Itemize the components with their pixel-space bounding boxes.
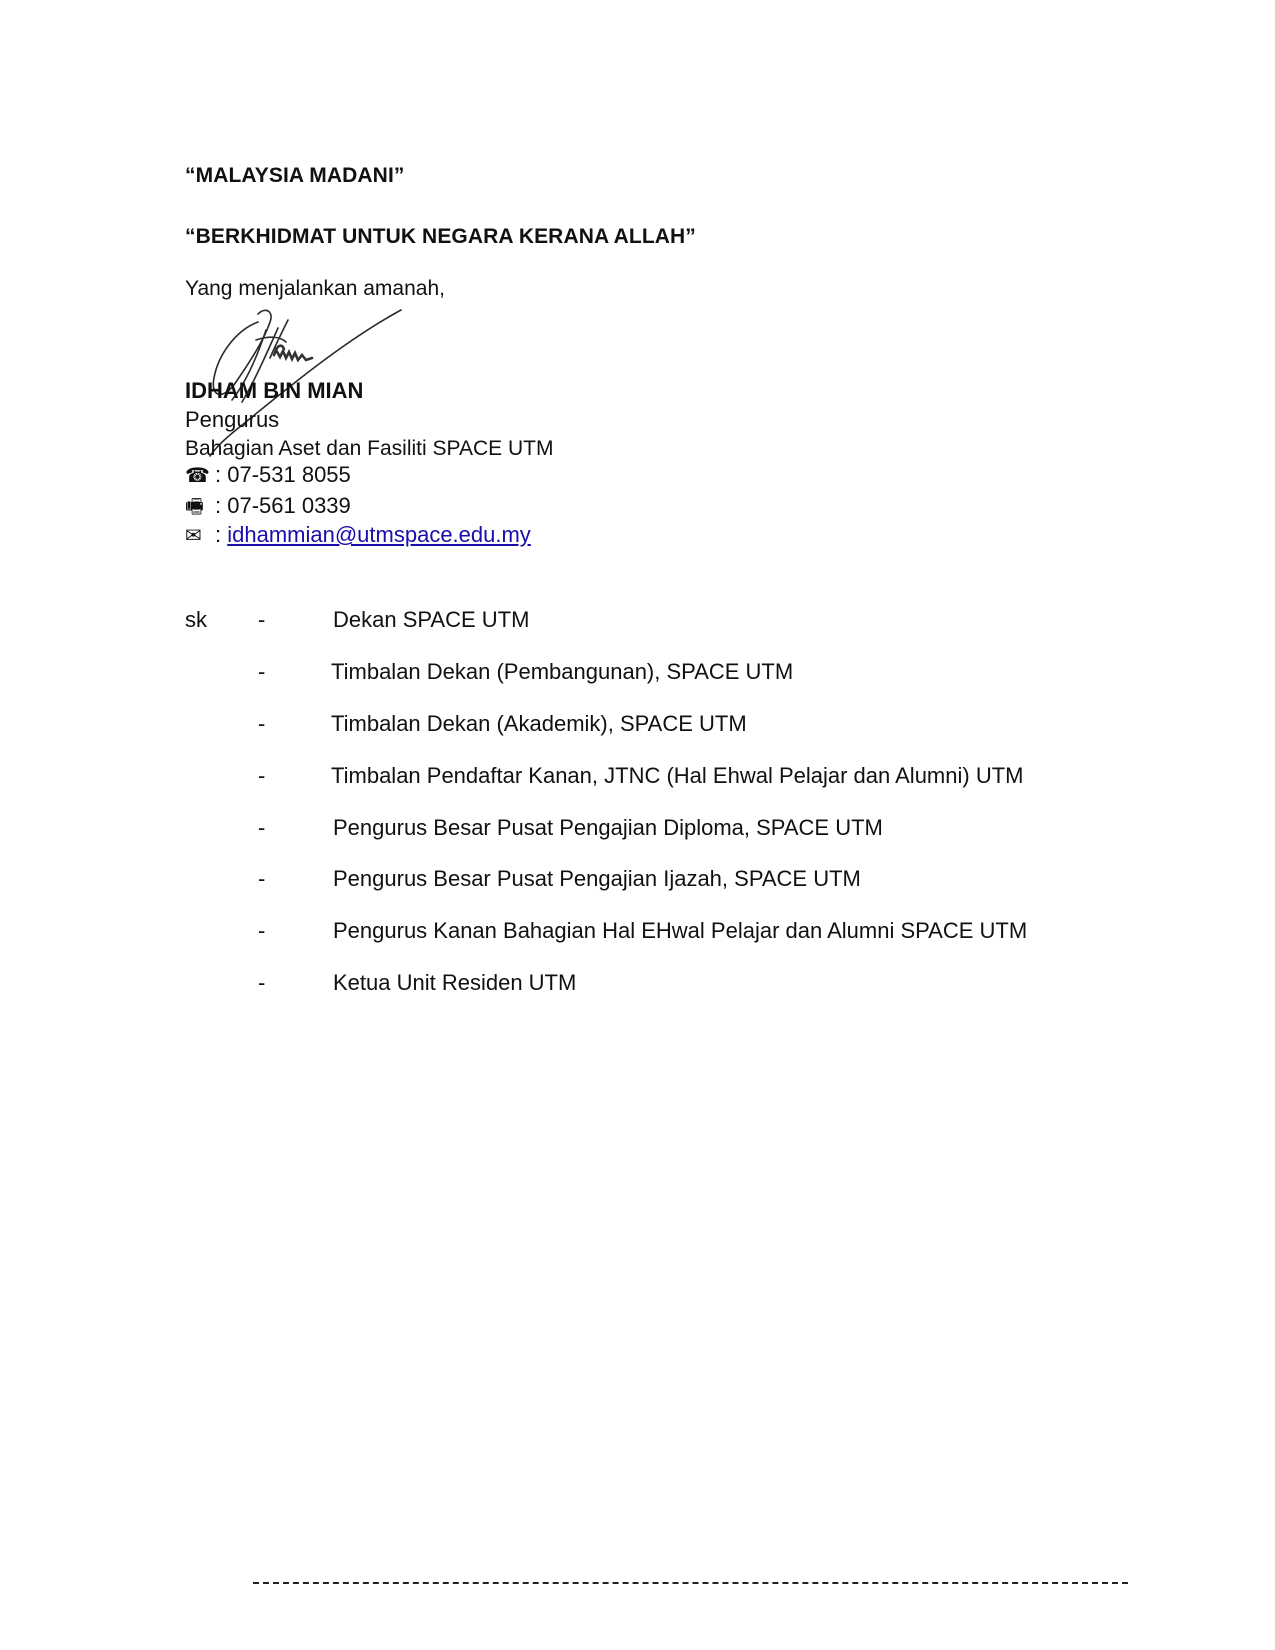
signatory-name: IDHAM BIN MIAN [185,378,364,403]
fax-number: : 07-561 0339 [215,493,351,518]
cc-recipient: Pengurus Kanan Bahagian Hal EHwal Pelajar dan Alumni SPACE UTM [333,918,1028,943]
motto-berkhidmat: “BERKHIDMAT UNTUK NEGARA KERANA ALLAH” [185,225,696,248]
email-row [185,522,531,548]
fax-row [185,492,351,526]
cc-dash: - [258,815,266,840]
cc-dash: - [258,763,266,788]
email-link[interactable]: idhammian@utmspace.edu.my [227,522,531,547]
cc-dash: - [258,711,266,736]
cc-dash: - [258,866,266,891]
cc-dash: - [258,659,266,684]
fax-icon: 🖷 [185,496,204,518]
cc-recipient: Pengurus Besar Pusat Pengajian Diploma, SPACE UTM [333,815,883,840]
cc-recipient: Ketua Unit Residen UTM [333,970,577,995]
cc-dash: - [258,607,266,632]
cc-recipient: Timbalan Dekan (Akademik), SPACE UTM [331,711,747,736]
cc-recipient: Timbalan Dekan (Pembangunan), SPACE UTM [331,659,794,684]
signatory-position: Pengurus [185,407,280,432]
cc-recipient: Timbalan Pendaftar Kanan, JTNC (Hal Ehwal Pelajar dan Alumni) UTM [331,763,1024,788]
motto-malaysia-madani: “MALAYSIA MADANI” [185,164,405,187]
email-prefix: : [215,522,228,547]
cc-recipient: Dekan SPACE UTM [333,607,530,632]
phone-row [185,462,351,488]
signatory-department: Bahagian Aset dan Fasiliti SPACE UTM [185,437,554,460]
phone-icon: ☎ [185,465,210,487]
closing-phrase: Yang menjalankan amanah, [185,277,445,300]
phone-number: : 07-531 8055 [215,462,351,487]
cc-dash: - [258,918,266,943]
footer-dashed-line [253,1582,1128,1584]
cc-dash: - [258,970,266,995]
cc-label: sk [185,607,207,632]
envelope-icon: ✉ [185,525,202,547]
cc-recipient: Pengurus Besar Pusat Pengajian Ijazah, SPACE UTM [333,866,861,891]
